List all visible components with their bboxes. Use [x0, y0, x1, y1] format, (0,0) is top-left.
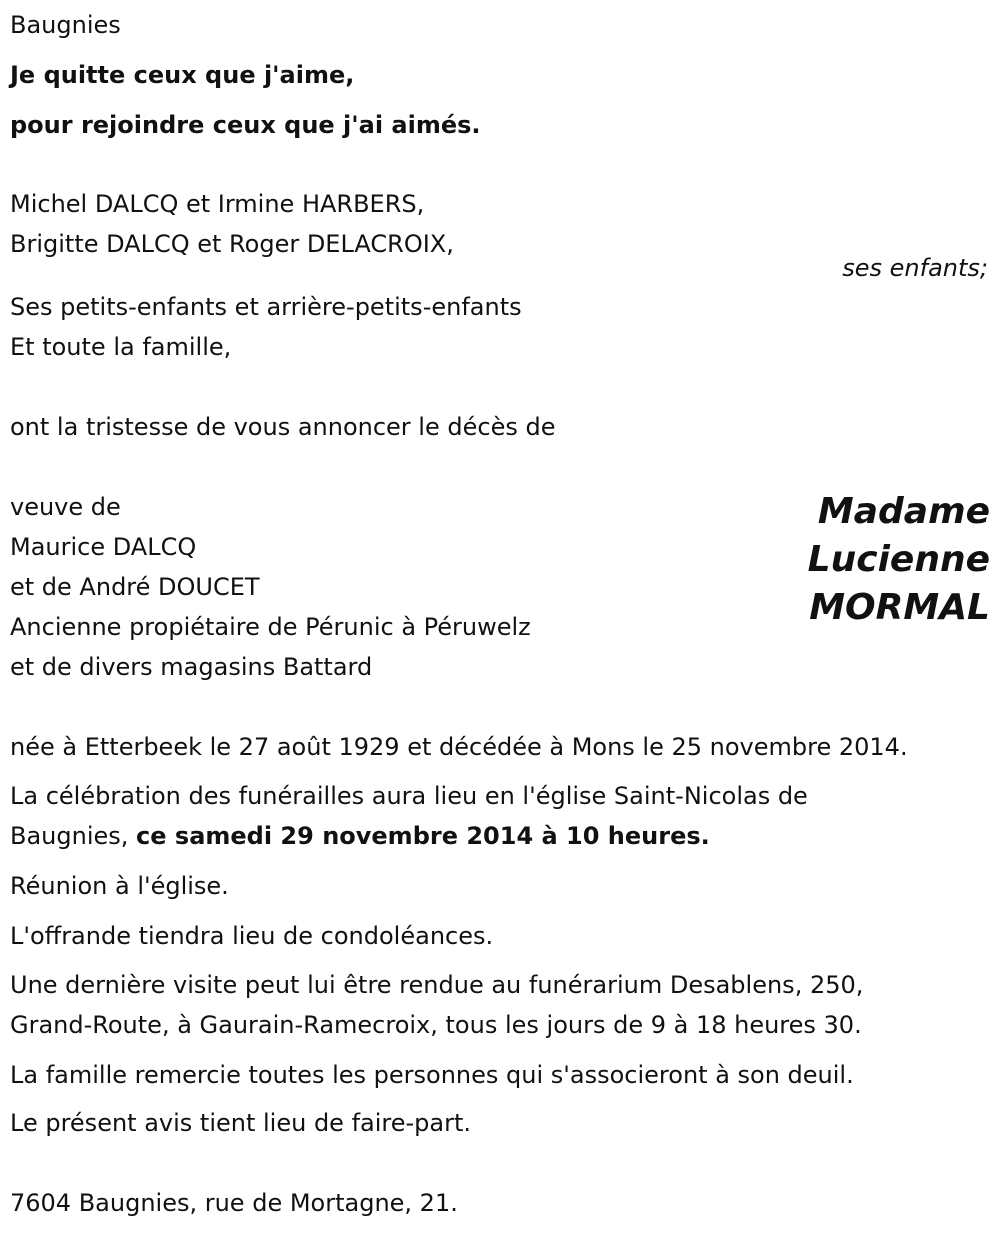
deceased-detail-5: et de divers magasins Battard — [10, 653, 373, 681]
quote-line-2: pour rejoindre ceux que j'ai aimés. — [10, 111, 481, 139]
deceased-detail-1: veuve de — [10, 493, 121, 521]
children-line-1: Michel DALCQ et Irmine HARBERS, — [10, 190, 425, 218]
announcement: ont la tristesse de vous annoncer le décès de — [10, 413, 556, 441]
place-heading: Baugnies — [10, 11, 121, 39]
notice-line: Le présent avis tient lieu de faire-part. — [10, 1109, 472, 1137]
children-line-2: Brigitte DALCQ et Roger DELACROIX, — [10, 230, 454, 258]
deceased-title: Madame — [817, 491, 990, 532]
quote-line-1: Je quitte ceux que j'aime, — [10, 61, 355, 89]
deceased-first-name: Lucienne — [807, 539, 990, 580]
birth-death-line: née à Etterbeek le 27 août 1929 et décédée à Mons le 25 novembre 2014. — [10, 733, 908, 761]
deceased-name — [808, 488, 990, 632]
deceased-detail-2: Maurice DALCQ — [10, 533, 197, 561]
children-role: ses enfants; — [842, 254, 988, 282]
ceremony-place: Baugnies, — [10, 822, 129, 850]
thanks-line: La famille remercie toutes les personnes qui s'associeront à son deuil. — [10, 1061, 854, 1089]
family-line: Et toute la famille, — [10, 333, 232, 361]
deceased-last-name: MORMAL — [809, 587, 990, 628]
offering-line: L'offrande tiendra lieu de condoléances. — [10, 922, 494, 950]
visit-line-2: Grand-Route, à Gaurain-Ramecroix, tous les jours de 9 à 18 heures 30. — [10, 1011, 862, 1039]
ceremony-datetime: ce samedi 29 novembre 2014 à 10 heures. — [136, 822, 710, 850]
ceremony-line-2 — [10, 821, 710, 851]
deceased-detail-3: et de André DOUCET — [10, 573, 260, 601]
visit-line-1: Une dernière visite peut lui être rendue au funérarium Desablens, 250, — [10, 971, 864, 999]
ceremony-line-1: La célébration des funérailles aura lieu en l'église Saint-Nicolas de — [10, 782, 808, 810]
meeting-line: Réunion à l'église. — [10, 872, 229, 900]
address-line: 7604 Baugnies, rue de Mortagne, 21. — [10, 1189, 458, 1217]
grandchildren-line: Ses petits-enfants et arrière-petits-enfants — [10, 293, 522, 321]
deceased-detail-4: Ancienne propiétaire de Pérunic à Péruwelz — [10, 613, 531, 641]
